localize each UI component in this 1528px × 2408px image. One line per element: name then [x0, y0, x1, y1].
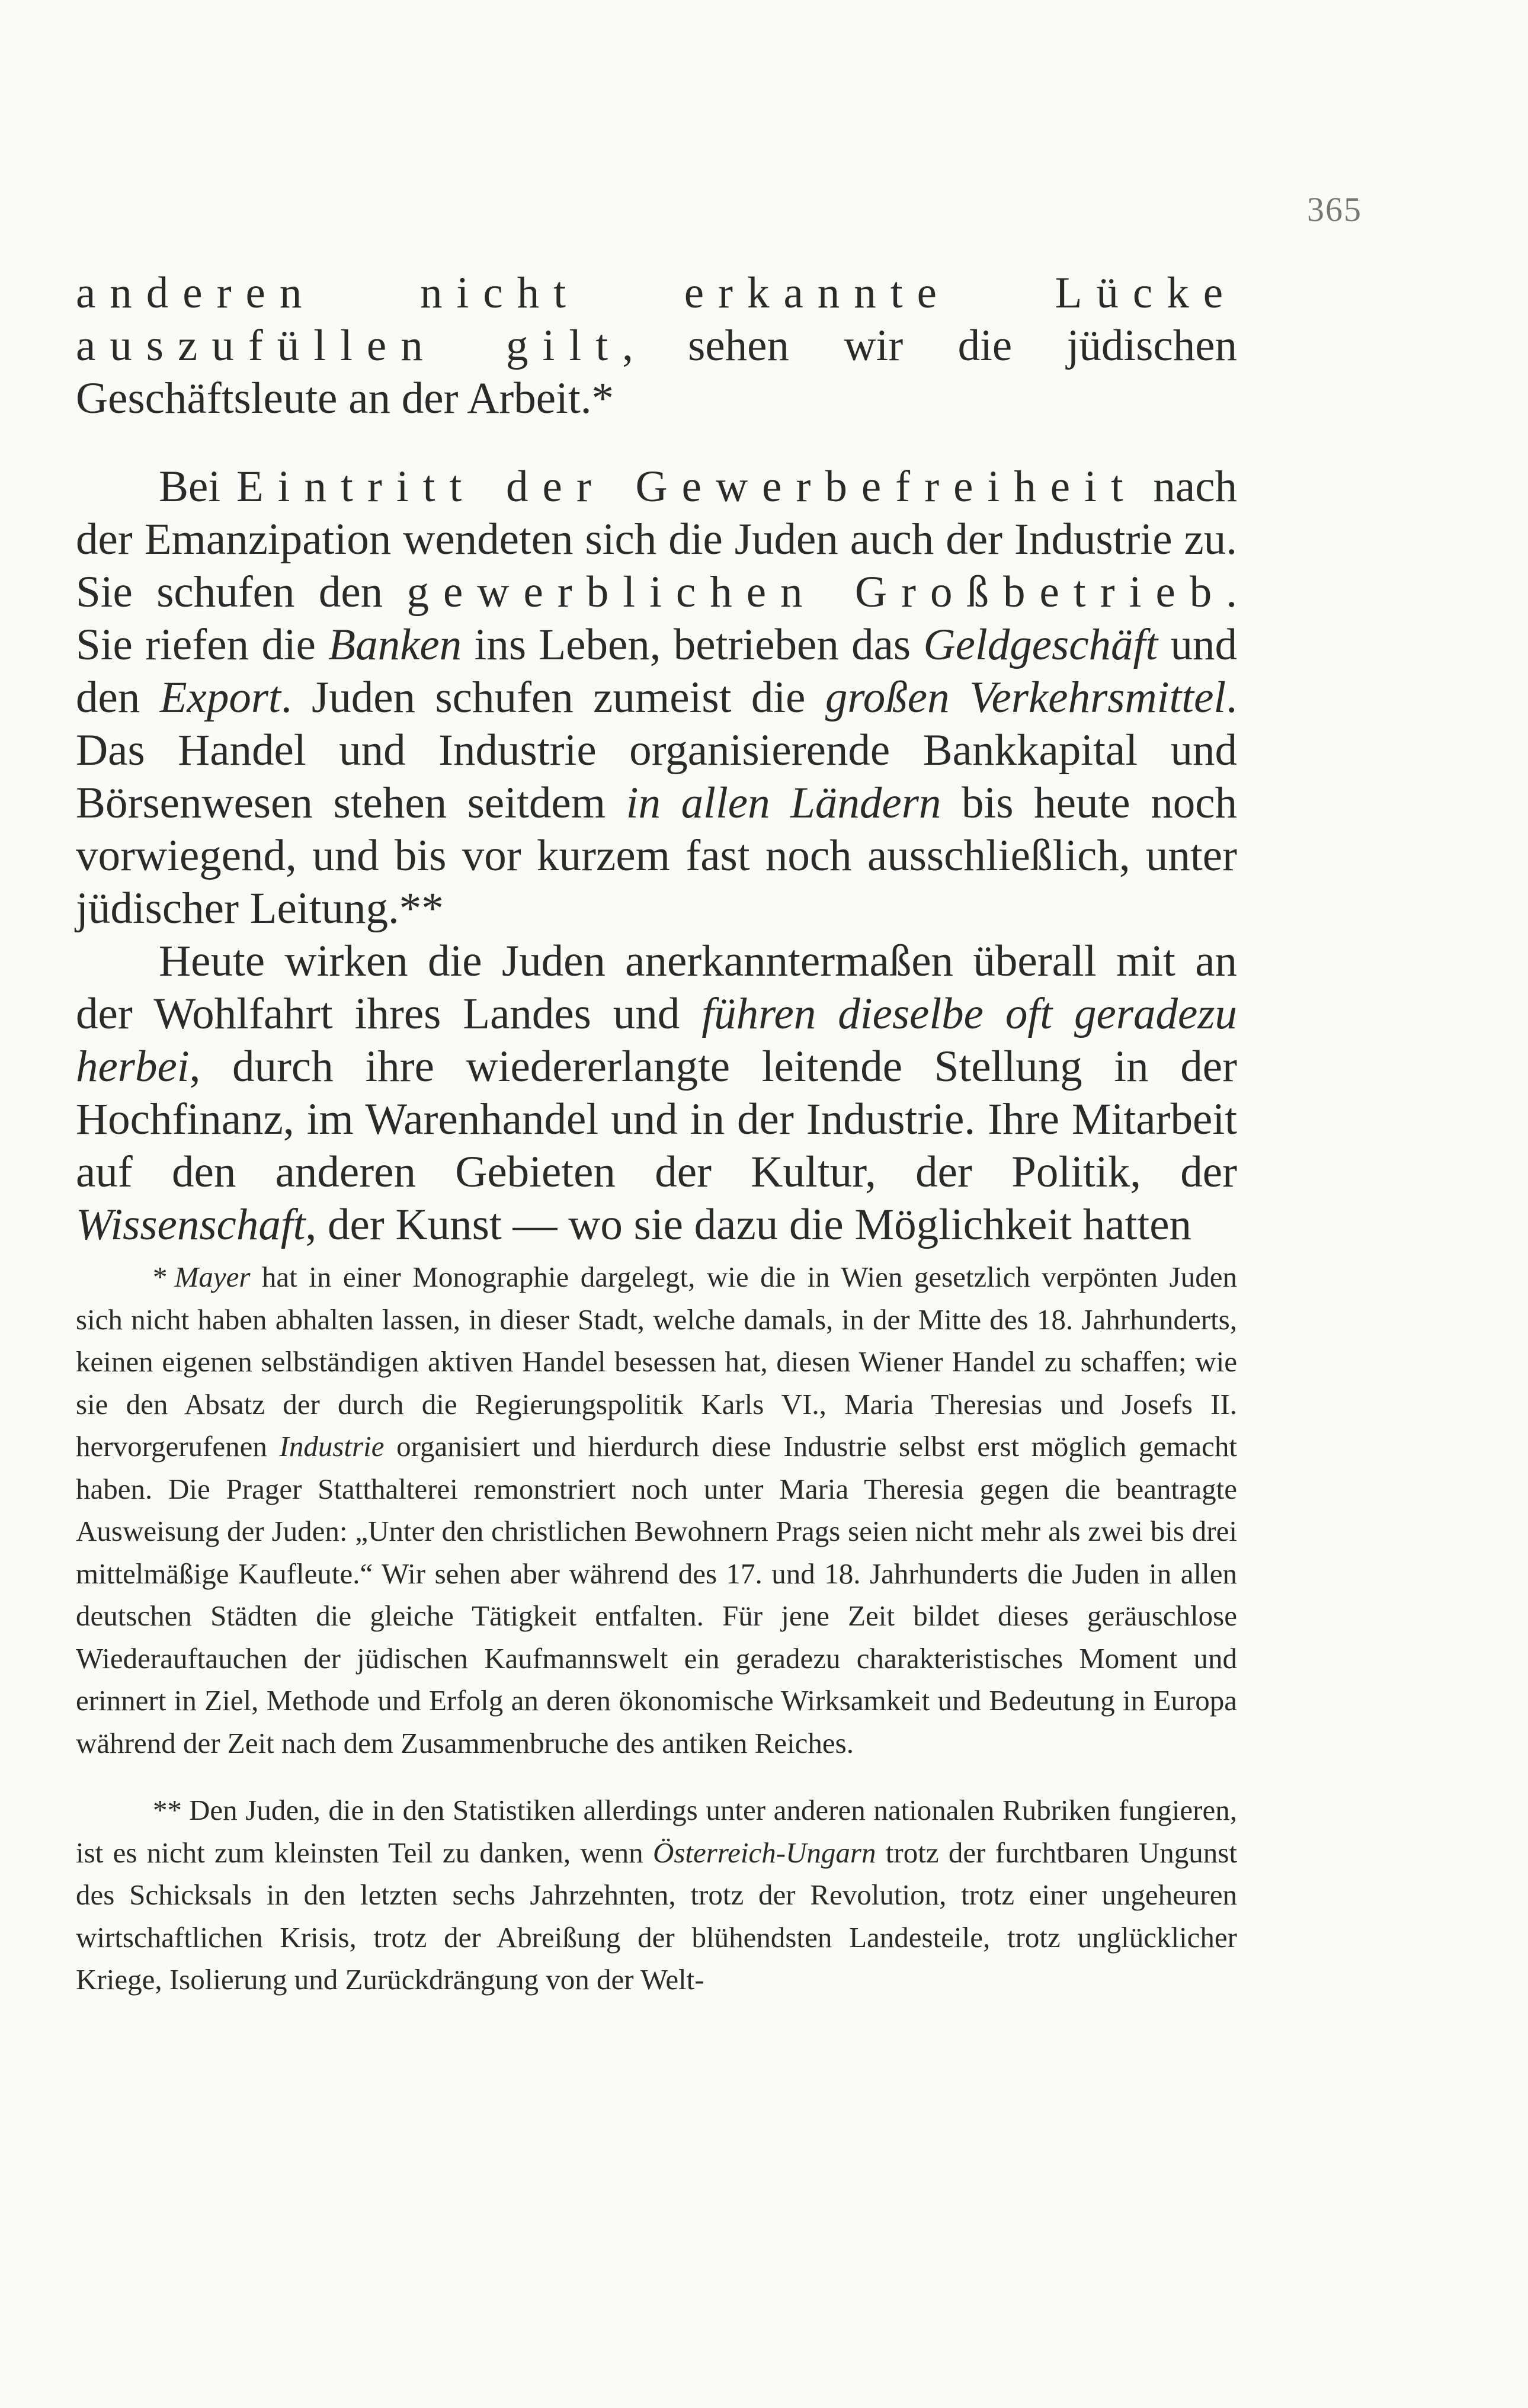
paragraph-3-segment-1: Heute wirken die Juden anerkanntermaßen überall mit an der Wohlfahrt ihres Landes und [76, 937, 1237, 1038]
footnote-1-segment-1: Mayer [174, 1261, 251, 1293]
paragraph-3-segment-3: , durch ihre wiedererlangte leitende Stellung in der Hochfinanz, im Warenhandel und in der Industrie. Ihre Mitarbeit auf den anderen Gebieten der Kultur, der Politik, der [76, 1042, 1237, 1197]
paragraph-1-segment-1: anderen nicht erkannte Lücke auszufüllen gilt [76, 268, 1237, 370]
footnote-1-segment-4: organisiert und hierdurch diese Industrie selbst erst möglich gemacht haben. Die Prager Statthalterei remonstriert noch unter Maria Theresia gegen die beantragte Ausweisung der Juden: „Unter den christlichen Bewohnern Prags seien nicht mehr als zwei bis drei mittelmäßige Kaufleute.“ Wir sehen aber während des 17. und 18. Jahrhunderts die Juden in allen deutschen Städten die gleiche Tätigkeit entfalten. Für jene Zeit bildet dieses geräuschlose Wiederauftauchen der jüdischen Kaufmannswelt ein geradezu charakteristisches Moment und erinnert in Ziel, Methode und Erfolg an deren ökonomische Wirksamkeit und Bedeutung in Europa während der Zeit nach dem Zusammenbruche des antiken Reiches. [76, 1430, 1237, 1759]
paragraph-2-segment-5: . Sie riefen die [76, 567, 1237, 669]
paragraph-2-segment-11: . Juden schufen zumeist die [280, 673, 825, 722]
paragraph-2-segment-3: nach der Emanzipation wendeten sich die Juden auch der Industrie zu. Sie schufen den [76, 462, 1237, 617]
footnote-2 [76, 1789, 1237, 2001]
paragraph-2-segment-13: . Das Handel und Industrie organisierende Bankkapital und Börsenwesen stehen seitdem [76, 673, 1238, 828]
paragraph-1-segment-2: , sehen wir die jüdischen Geschäftsleute an der Arbeit.* [76, 321, 1237, 423]
paragraph-2-segment-10: Export [159, 673, 281, 722]
footnotes [76, 1256, 1237, 2001]
footnote-1 [76, 1256, 1237, 1764]
paragraph-2-segment-9: und den [76, 620, 1238, 722]
page-number: 365 [1307, 190, 1362, 229]
paragraph-3-segment-5: , der Kunst — wo sie dazu die Möglichkeit hatten [305, 1200, 1191, 1249]
paragraph-2-segment-6: Banken [328, 620, 462, 669]
paragraph-2-segment-14: in allen Ländern [626, 778, 941, 828]
paragraph-3 [76, 935, 1237, 1251]
paragraph-2-segment-12: großen Verkehrsmittel [825, 673, 1226, 722]
paragraph-2-segment-1: Bei [159, 462, 236, 511]
footnote-2-segment-3: trotz der furchtbaren Ungunst des Schicksals in den letzten sechs Jahrzehnten, trotz der Revolution, trotz einer ungeheuren wirtschaftlichen Krisis, trotz der Abreißung der blühendsten Landesteile, trotz unglücklicher Kriege, Isolierung und Zurückdrängung von der Welt- [76, 1836, 1237, 1996]
paragraph-1 [76, 267, 1237, 425]
paragraph-2-segment-7: ins Leben, betrieben das [462, 620, 924, 669]
paragraph-3-segment-4: Wissenschaft [76, 1200, 306, 1249]
paragraph-2 [76, 460, 1237, 935]
paragraph-3-segment-2: führen dieselbe oft geradezu herbei [76, 989, 1237, 1091]
paragraph-2-segment-2: Eintritt der Gewerbefreiheit [236, 462, 1138, 511]
main-text [76, 267, 1237, 1251]
footnote-2-segment-2: Österreich-Ungarn [652, 1836, 876, 1869]
footnote-1-segment-2: hat in einer Monographie dargelegt, wie die in Wien gesetzlich verpönten Juden sich nicht haben abhalten lassen, in dieser Stadt, welche damals, in der Mitte des 18. Jahrhunderts, keinen eigenen selbständigen aktiven Handel besessen hat, diesen Wiener Handel zu schaffen; wie sie den Absatz der durch die Regierungspolitik Karls VI., Maria Theresias und Josefs II. hervorgerufenen [76, 1261, 1237, 1463]
footnote-1-segment-3: Industrie [279, 1430, 385, 1463]
footnote-1-marker: * [153, 1261, 168, 1293]
paragraph-2-segment-4: gewerblichen Großbetrieb [406, 567, 1226, 617]
paragraph-2-segment-8: Geldgeschäft [923, 620, 1158, 669]
paragraph-2-segment-15: bis heute noch vorwiegend, und bis vor kurzem fast noch ausschließlich, unter jüdischer Leitung.** [76, 778, 1237, 933]
footnote-2-marker: ** [153, 1794, 182, 1826]
footnote-2-segment-1: Den Juden, die in den Statistiken allerdings unter anderen nationalen Rubriken fungieren, ist es nicht zum kleinsten Teil zu danken, wenn [76, 1794, 1237, 1869]
